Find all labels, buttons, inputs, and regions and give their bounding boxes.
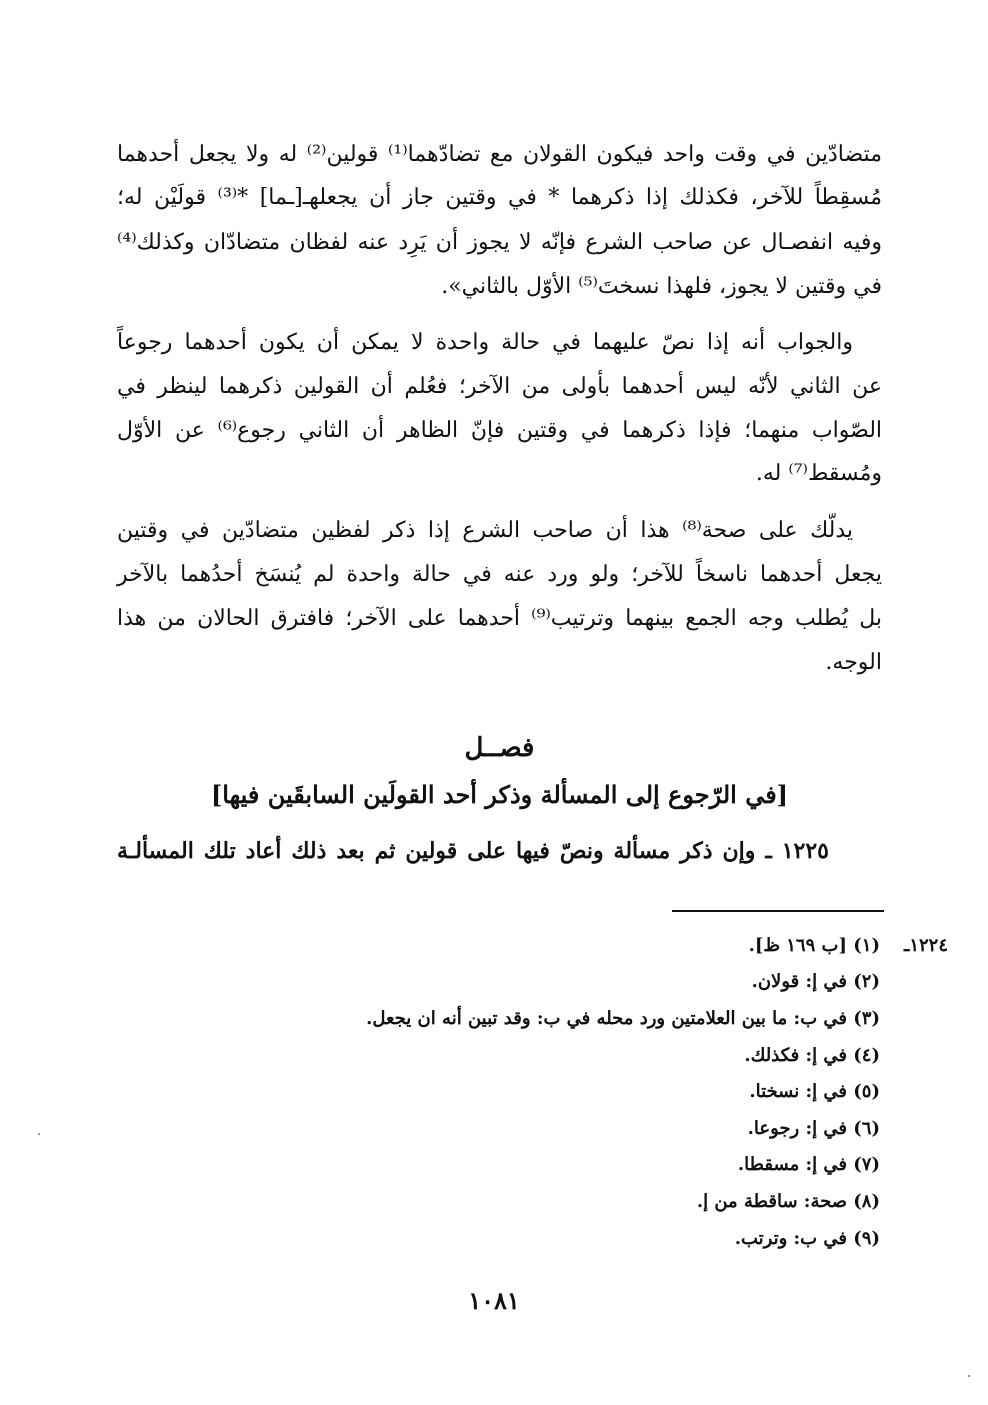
section-subtitle: [في الرّجوع إلى المسألة وذكر أحد القولَين السابقَين فيها] — [210, 780, 789, 809]
footnote-item: (٣) في ب: ما بين العلامتين ورد محله في ب: وقد تبين أنه ان يجعل. — [366, 1008, 880, 1029]
footnote-item: (٧) في إ: مسقطا. — [737, 1154, 880, 1175]
text-line: مُسقِطاً للآخر، فكذلك إذا ذكرهما * في وقتين جاز أن يجعلهـ[ـما] *⁽³⁾ قولَيْن له؛ — [117, 185, 882, 210]
footnote-group-label: ١٢٢٤ـ — [904, 935, 948, 956]
text-line: يدلّك على صحة⁽⁸⁾ هذا أن صاحب الشرع إذا ذكر لفظين متضادّين في وقتين — [117, 518, 853, 543]
text-line: عن الثاني لأنّه ليس أحدهما بأولى من الآخر؛ فعُلم أن القولين ذكرهما لينظر في — [117, 374, 882, 399]
scan-speck — [968, 1375, 970, 1377]
text-line: الوجه. — [825, 650, 882, 675]
section-first-line: ١٢٢٥ ـ وإن ذكر مسألة ونصّ فيها على قولين ثم بعد ذلك أعاد تلك المسألـة — [117, 838, 829, 864]
text-line: الصّواب منهما؛ فإذا ذكرهما في وقتين فإنّ الظاهر أن الثاني رجوع⁽⁶⁾ عن الأوّل — [117, 418, 883, 443]
text-line: متضادّين في وقت واحد فيكون القولان مع تضادّهما⁽¹⁾ قولين⁽²⁾ له ولا يجعل أحدهما — [117, 142, 882, 167]
scan-speck — [38, 1133, 40, 1135]
footnote-item: (١) [ب ١٦٩ ظ]. — [748, 935, 880, 956]
footnote-item: (٢) في إ: قولان. — [751, 971, 880, 992]
footnote-item: (٦) في إ: رجوعا. — [747, 1118, 880, 1139]
footnote-item: (٩) في ب: وترتب. — [734, 1228, 880, 1249]
text-line: في وقتين لا يجوز، فلهذا نسختَ⁽⁵⁾ الأوّل بالثاني».‏ — [441, 274, 882, 299]
text-line: يجعل أحدهما ناسخاً للآخر؛ ولو ورد عنه في حالة واحدة لم يُنسَخ أحدُهما بالآخر — [117, 562, 882, 587]
text-line: وفيه انفصـال عن صاحب الشرع فإنّه لا يجوز أن يَرِد عنه لفظان متضادّان وكذلك⁽⁴⁾ — [117, 230, 882, 255]
text-line: ومُسقط⁽⁷⁾ له. — [755, 461, 882, 486]
page-number: ١٠٨١ — [468, 1286, 520, 1315]
footnote-separator — [672, 910, 884, 912]
footnote-item: (٤) في إ: فكذلك. — [744, 1045, 880, 1066]
text-line: بل يُطلب وجه الجمع بينهما وترتيب⁽⁹⁾ أحدهما على الآخر؛ فافترق الحالان من هذا — [117, 606, 883, 631]
footnote-item: (٨) صحة: ساقطة من إ. — [696, 1191, 880, 1212]
text-line: والجواب أنه إذا نصّ عليهما في حالة واحدة لا يمكن أن يكون أحدهما رجوعاً — [117, 330, 853, 355]
footnote-item: (٥) في إ: نسختا. — [749, 1081, 880, 1102]
section-title: فصــل — [464, 733, 535, 763]
